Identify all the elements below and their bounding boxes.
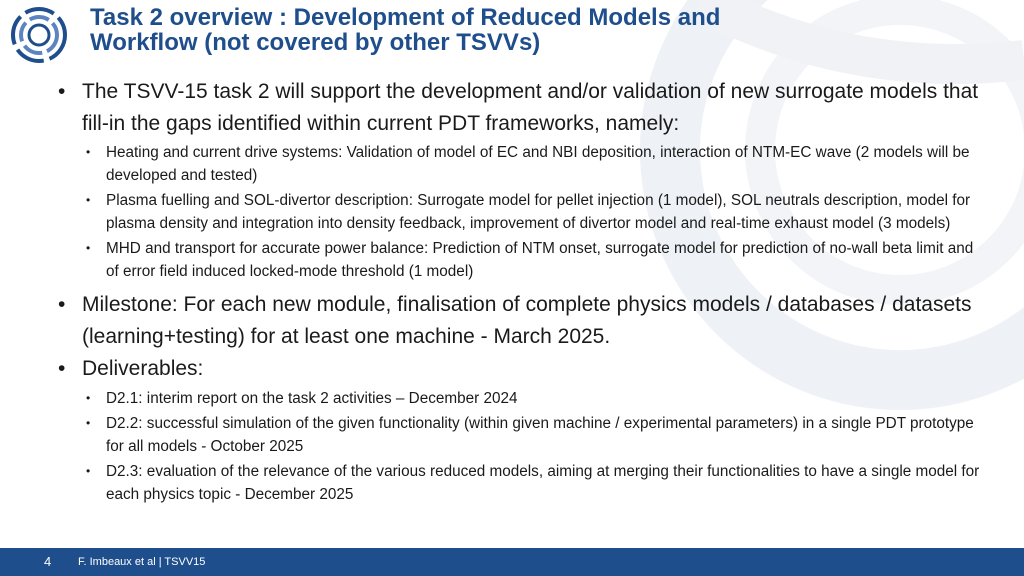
sub-bullet-list — [58, 141, 988, 283]
title-line-1: Task 2 overview : Development of Reduced Models and — [90, 4, 721, 31]
bullet-task2-support — [58, 76, 988, 139]
sub-bullet-list — [58, 387, 988, 506]
bullet-text: Milestone: For each new module, finalisation of complete physics models / databases / datasets (learning+testing) for at least one machine - March 2025. — [82, 293, 972, 348]
bullet-icon: • — [58, 80, 66, 103]
footer-bar — [0, 548, 1024, 576]
sub-bullet-fuelling — [58, 189, 988, 235]
sub-bullet-text: D2.3: evaluation of the relevance of the various reduced models, aiming at merging their functionalities to have a single model for each physics topic - December 2025 — [106, 462, 980, 503]
slide-content — [58, 76, 988, 512]
bullet-deliverables — [58, 353, 988, 385]
bullet-icon: • — [58, 293, 66, 316]
bullet-icon: • — [86, 463, 91, 478]
title-line-2: Workflow (not covered by other TSVVs) — [90, 29, 541, 56]
sub-bullet-d2-1 — [58, 387, 988, 410]
sub-bullet-text: Heating and current drive systems: Validation of model of EC and NBI deposition, interaction of NTM-EC wave (2 models will be developed and tested) — [106, 144, 970, 184]
sub-bullet-text: MHD and transport for accurate power balance: Prediction of NTM onset, surrogate model for prediction of no-wall beta limit and of error field induced locked-mode threshold (1 model) — [106, 240, 974, 280]
sub-bullet-heating — [58, 141, 988, 187]
sub-bullet-d2-3 — [58, 460, 988, 506]
sub-bullet-text: D2.2: successful simulation of the given functionality (within given machine / experimental parameters) in a single PDT prototype for all models - October 2025 — [106, 414, 974, 455]
logo-icon — [10, 6, 68, 64]
bullet-text: Deliverables: — [82, 357, 204, 380]
sub-bullet-text: D2.1: interim report on the task 2 activities – December 2024 — [106, 389, 518, 407]
bullet-icon: • — [86, 145, 91, 159]
bullet-icon: • — [58, 357, 66, 380]
sub-bullet-d2-2 — [58, 412, 988, 458]
sub-bullet-mhd — [58, 237, 988, 283]
bullet-icon: • — [86, 193, 91, 207]
page-number: 4 — [44, 554, 52, 569]
bullet-icon: • — [86, 415, 91, 430]
bullet-icon: • — [86, 241, 91, 255]
bullet-milestone — [58, 289, 988, 352]
sub-bullet-text: Plasma fuelling and SOL-divertor description: Surrogate model for pellet injection (1 model), SOL neutrals description, model for plasma density and integration into density feedback, improvement of divertor model and real-time exhaust model (3 models) — [106, 192, 971, 232]
page-title — [90, 5, 990, 55]
bullet-text: The TSVV-15 task 2 will support the development and/or validation of new surrogate models that fill-in the gaps identified within current PDT frameworks, namely: — [82, 80, 979, 135]
bullet-icon: • — [86, 390, 91, 405]
footer-text: F. Imbeaux et al | TSVV15 — [78, 556, 206, 568]
